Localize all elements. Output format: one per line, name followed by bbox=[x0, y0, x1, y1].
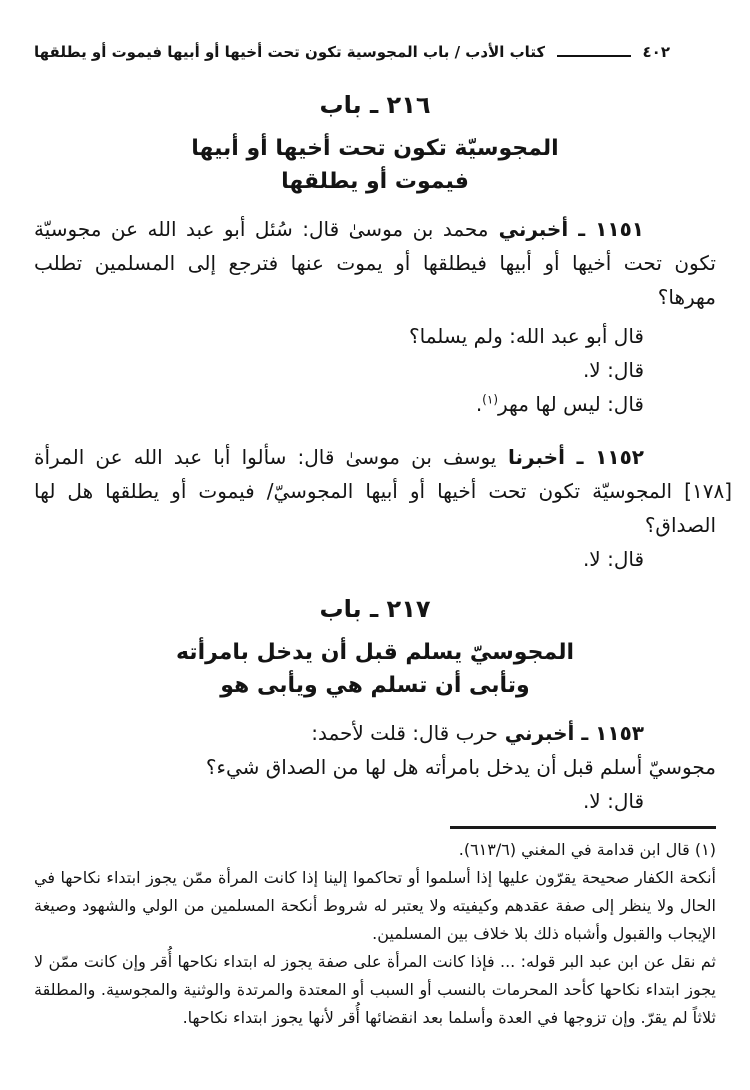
hadith-1151-opening-text: محمد بن موسىٰ قال: سُئل أبو عبد الله عن مجوسيّة bbox=[34, 217, 489, 241]
running-header bbox=[34, 40, 716, 64]
footnote-1-source-line bbox=[34, 836, 716, 864]
hadith-1152-line3: الصداق؟ bbox=[644, 513, 716, 537]
hadith-1152 bbox=[34, 440, 732, 576]
hadith-1152-opening-text: يوسف بن موسىٰ قال: سألوا أبا عبد الله عن المرأة bbox=[34, 445, 497, 469]
hadith-1153 bbox=[34, 716, 716, 818]
hadith-1151-answer2-period: . bbox=[475, 392, 483, 416]
hadith-1153-opening-line bbox=[34, 716, 716, 750]
section-216 bbox=[34, 88, 716, 198]
hadith-1153-answer: قال: لا. bbox=[582, 789, 644, 813]
section-217-title-line2: وتأبى أن تسلم هي ويأبى هو bbox=[220, 673, 530, 698]
section-216-title-line1: المجوسيّة تكون تحت أخيها أو أبيها bbox=[191, 136, 559, 161]
hadith-1151-line3: مهرها؟ bbox=[657, 285, 716, 309]
hadith-1151-answer2-text: قال: ليس لها مهر bbox=[498, 392, 644, 416]
footnote-separator-rule bbox=[450, 826, 716, 829]
footnote-1-quote1: أنكحة الكفار صحيحة يقرّون عليها إذا أسلموا أو تحاكموا إلينا إذا كانت المرأة ممّن يجوز ابتداء نكاحها في الحال ولا ينظر إلى صفة عقدهم وكيفيته ولا يعتبر له شروط أنكحة المسلمين من الولي والشهود وصيغة الإيجاب والقبول وأشباه ذلك بلا خلاف بين المسلمين. bbox=[34, 868, 716, 943]
section-216-heading: ٢١٦ ـ باب bbox=[319, 91, 431, 119]
hadith-1152-opening-line bbox=[34, 440, 716, 474]
hadith-1151-answer2 bbox=[34, 387, 716, 421]
hadith-1152-answer: قال: لا. bbox=[582, 547, 644, 571]
hadith-1151-question: قال أبو عبد الله: ولم يسلما؟ bbox=[409, 324, 644, 348]
hadith-1151 bbox=[34, 212, 716, 421]
section-217-heading: ٢١٧ ـ باب bbox=[319, 595, 431, 623]
section-217 bbox=[34, 592, 716, 702]
section-217-title-line1: المجوسيّ يسلم قبل أن يدخل بامرأته bbox=[175, 640, 575, 665]
footnote-ref-1: (١) bbox=[482, 392, 498, 407]
footnote-1-marker: (١) bbox=[689, 840, 716, 859]
hadith-1153-opening-text: حرب قال: قلت لأحمد: bbox=[311, 721, 498, 745]
hadith-1152-line2-text: المجوسيّة تكون تحت أخيها أو أبيها المجوسيّ/ فيموت أو يطلقها هل لها bbox=[34, 479, 673, 503]
hadith-1151-answer1: قال: لا. bbox=[582, 358, 644, 382]
footnotes-section bbox=[34, 826, 716, 1032]
header-leader-rule bbox=[557, 55, 630, 57]
folio-marker-178: [١٧٨] bbox=[672, 479, 732, 503]
hadith-1152-line2 bbox=[34, 474, 732, 508]
hadith-1151-opening-line bbox=[34, 212, 716, 246]
hadith-1152-number-narrator: ١١٥٢ ـ أخبرنا bbox=[496, 445, 644, 469]
hadith-1151-number-narrator: ١١٥١ ـ أخبرني bbox=[488, 217, 644, 241]
section-216-title-line2: فيموت أو يطلقها bbox=[281, 169, 469, 194]
hadith-1153-number-narrator: ١١٥٣ ـ أخبرني bbox=[497, 721, 644, 745]
hadith-1153-line2: مجوسيّ أسلم قبل أن يدخل بامرأته هل لها من الصداق شيء؟ bbox=[205, 755, 716, 779]
header-book-chapter-title: كتاب الأدب / باب المجوسية تكون تحت أخيها أو أبيها فيموت أو يطلقها bbox=[34, 43, 546, 61]
footnote-1-source: قال ابن قدامة في المغني (٦١٣/٦). bbox=[458, 840, 690, 859]
page-number: ٤٠٢ bbox=[642, 43, 670, 61]
footnote-1-quote2: ثم نقل عن ابن عبد البر قوله: ... فإذا كانت المرأة على صفة يجوز له ابتداء نكاحها أُقر وإن كانت ممّن لا يجوز ابتداء نكاحها كأحد المحرمات بالنسب أو السبب أو المعتدة والمرتدة والوثنية والمجوسية. والمطلقة ثلاثاً لم يقرّ. وإن تزوجها في العدة وأسلما بعد انقضائها أُقر لأنها يجوز ابتداء نكاحها. bbox=[34, 952, 716, 1027]
hadith-1151-dialogue bbox=[34, 319, 716, 421]
hadith-1151-line2: تكون تحت أخيها أو أبيها فيطلقها أو يموت عنها فترجع إلى المسلمين تطلب bbox=[34, 251, 716, 275]
